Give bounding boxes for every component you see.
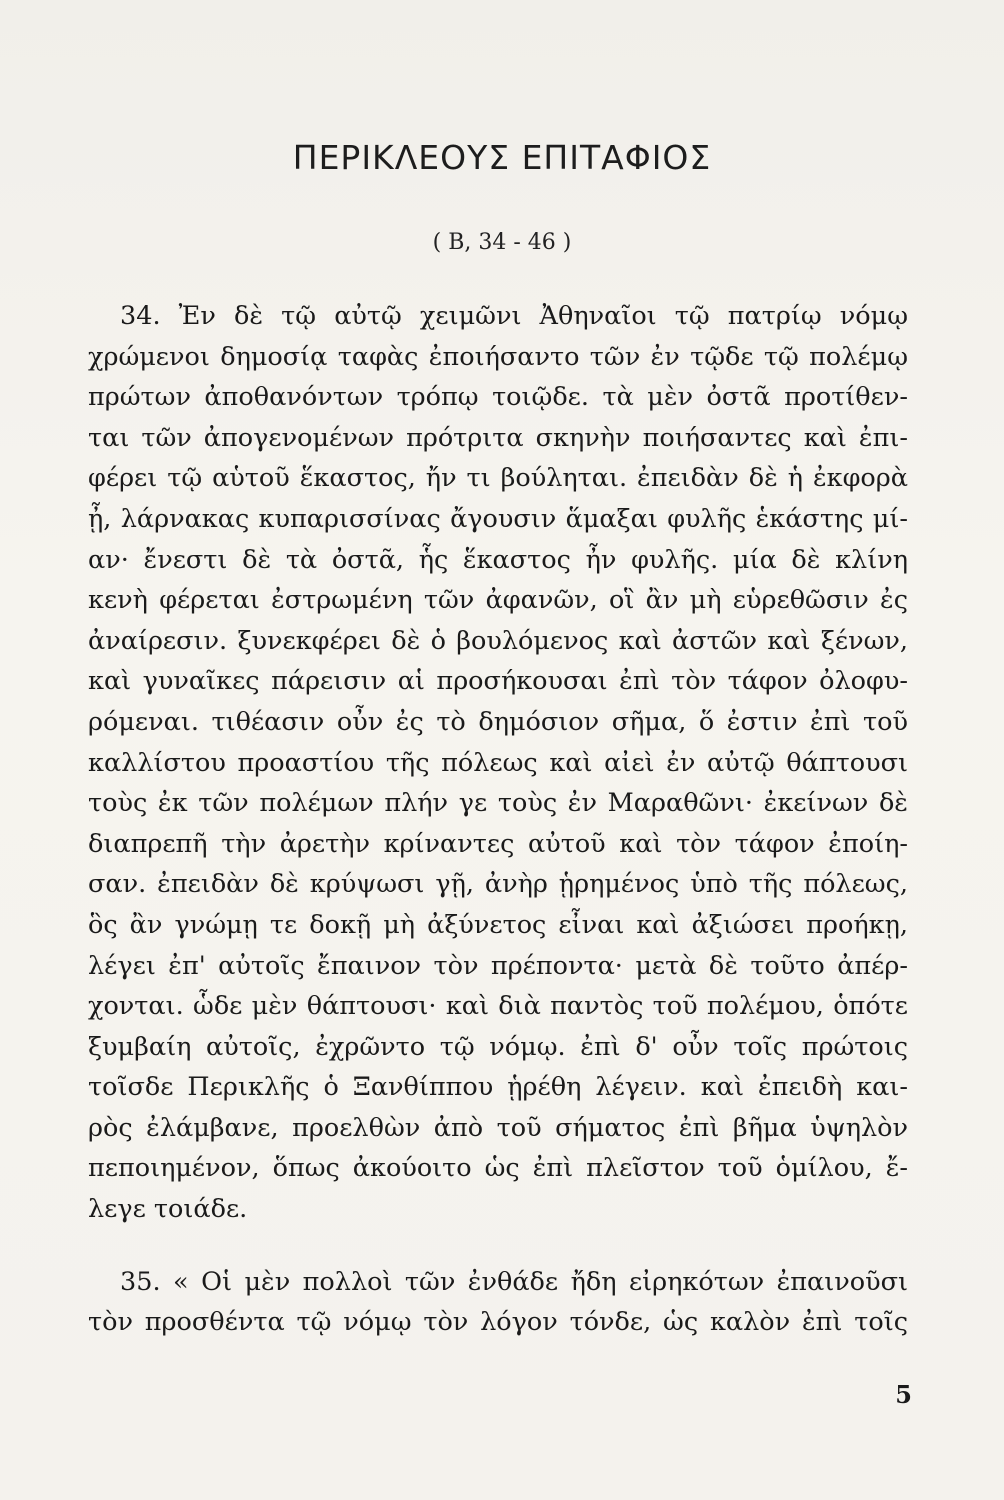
- text-line: ται τῶν ἀπογενομένων πρότριτα σκηνὴν ποιήσαντες καὶ ἐπι-: [88, 422, 908, 453]
- text-line: ρὸς ἐλάμβανε, προελθὼν ἀπὸ τοῦ σήματος ἐπὶ βῆμα ὑψηλὸν: [88, 1112, 908, 1143]
- text-line: λεγε τοιάδε.: [88, 1194, 248, 1225]
- chapter-reference: ( B, 34 - 46 ): [432, 230, 572, 255]
- text-line: ᾖ, λάρνακας κυπαρισσίνας ἄγουσιν ἅμαξαι φυλῆς ἑκάστης μί-: [88, 503, 908, 534]
- text-line: ρόμεναι. τιθέασιν οὖν ἐς τὸ δημόσιον σῆμα, ὅ ἐστιν ἐπὶ τοῦ: [88, 706, 908, 737]
- paragraph-gap: [88, 1230, 908, 1262]
- text-line: 35. « Οἱ μὲν πολλοὶ τῶν ἐνθάδε ἤδη εἰρηκότων ἐπαινοῦσι: [120, 1266, 908, 1297]
- text-line: χονται. ὧδε μὲν θάπτουσι· καὶ διὰ παντὸς τοῦ πολέμου, ὁπότε: [88, 991, 908, 1022]
- text-line: χρώμενοι δημοσίᾳ ταφὰς ἐποιήσαντο τῶν ἐν τῷδε τῷ πολέμῳ: [88, 341, 908, 372]
- page-number: 5: [895, 1380, 912, 1409]
- text-line: σαν. ἐπειδὰν δὲ κρύψωσι γῇ, ἀνὴρ ᾑρημένος ὑπὸ τῆς πόλεως,: [88, 869, 908, 900]
- text-line: πεποιημένον, ὅπως ἀκούοιτο ὡς ἐπὶ πλεῖστον τοῦ ὁμίλου, ἔ-: [88, 1153, 908, 1184]
- text-line: ὃς ἂν γνώμῃ τε δοκῇ μὴ ἀξύνετος εἶναι καὶ ἀξιώσει προήκῃ,: [88, 909, 908, 940]
- body-text: [88, 296, 908, 1343]
- text-line: 34. Ἐν δὲ τῷ αὐτῷ χειμῶνι Ἀθηναῖοι τῷ πατρίῳ νόμῳ: [120, 301, 908, 331]
- text-line: τοῖσδε Περικλῆς ὁ Ξανθίππου ᾑρέθη λέγειν. καὶ ἐπειδὴ και-: [88, 1072, 908, 1103]
- text-line: ξυμβαίη αὐτοῖς, ἐχρῶντο τῷ νόμῳ. ἐπὶ δ' οὖν τοῖς πρώτοις: [88, 1031, 908, 1062]
- text-line: διαπρεπῆ τὴν ἀρετὴν κρίναντες αὐτοῦ καὶ τὸν τάφον ἐποίη-: [88, 828, 908, 859]
- text-line: τοὺς ἐκ τῶν πολέμων πλήν γε τοὺς ἐν Μαραθῶνι· ἐκείνων δὲ: [88, 788, 908, 819]
- text-line: φέρει τῷ αὑτοῦ ἕκαστος, ἤν τι βούληται. ἐπειδὰν δὲ ἡ ἐκφορὰ: [88, 463, 908, 494]
- text-line: καὶ γυναῖκες πάρεισιν αἱ προσήκουσαι ἐπὶ τὸν τάφον ὀλοφυ-: [88, 666, 908, 697]
- text-line: τὸν προσθέντα τῷ νόμῳ τὸν λόγον τόνδε, ὡς καλὸν ἐπὶ τοῖς: [88, 1307, 908, 1338]
- text-line: κενὴ φέρεται ἐστρωμένη τῶν ἀφανῶν, οἳ ἂν μὴ εὑρεθῶσιν ἐς: [88, 585, 908, 616]
- text-line: πρώτων ἀποθανόντων τρόπῳ τοιῷδε. τὰ μὲν ὀστᾶ προτίθεν-: [88, 382, 908, 413]
- text-line: λέγει ἐπ' αὐτοῖς ἔπαινον τὸν πρέποντα· μετὰ δὲ τοῦτο ἀπέρ-: [88, 950, 908, 981]
- text-line: καλλίστου προαστίου τῆς πόλεως καὶ αἰεὶ ἐν αὐτῷ θάπτουσι: [88, 747, 908, 778]
- page-title: ΠΕΡΙΚΛΕΟΥΣ ΕΠΙΤΑΦΙΟΣ: [292, 138, 712, 177]
- text-line: ἀναίρεσιν. ξυνεκφέρει δὲ ὁ βουλόμενος καὶ ἀστῶν καὶ ξένων,: [88, 625, 908, 656]
- text-line: αν· ἔνεστι δὲ τὰ ὀστᾶ, ἧς ἕκαστος ἦν φυλῆς. μία δὲ κλίνη: [88, 544, 908, 575]
